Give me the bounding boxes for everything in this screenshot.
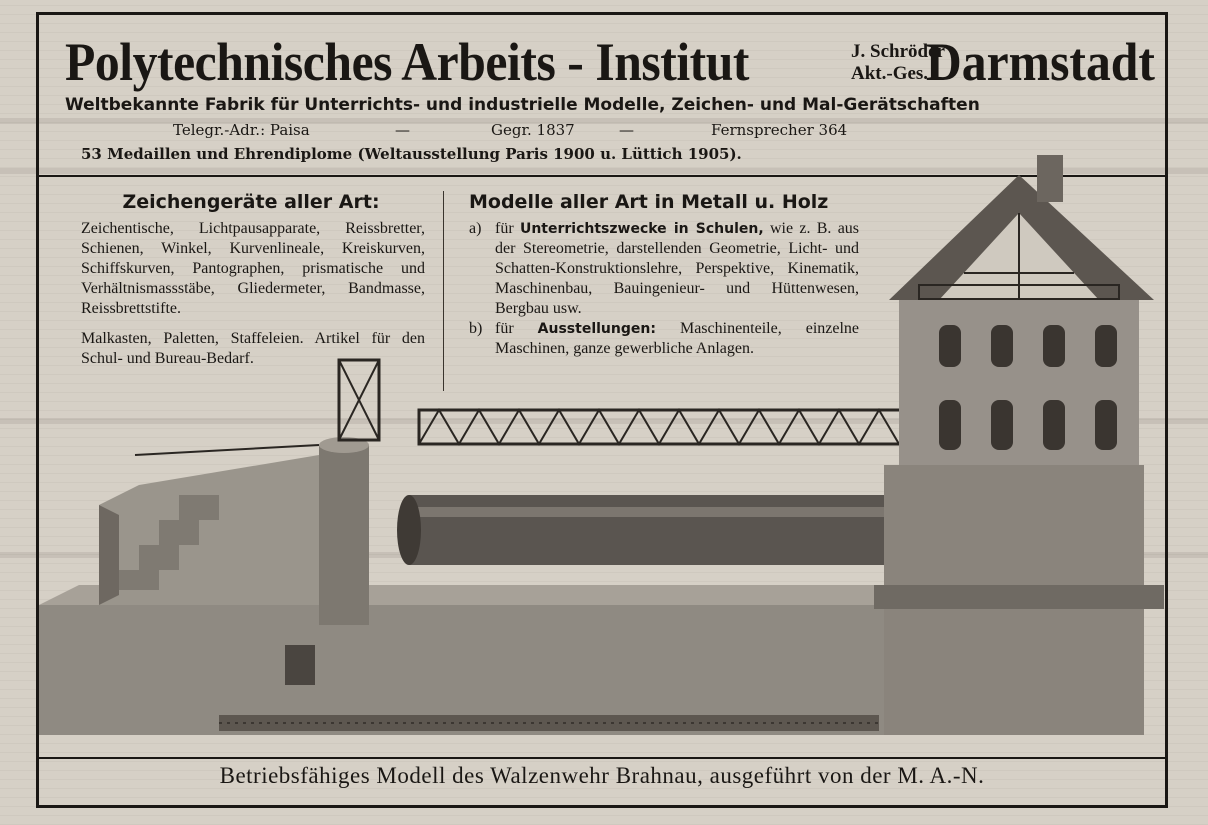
company-line-1: J. Schröder [851,41,945,62]
weir-roller-drum [409,495,929,565]
advertisement-frame [36,12,1168,808]
paint-supplies-paragraph: Malkasten, Paletten, Staffeleien. Artikel für den Schul- und Bureau-Bedarf. [81,330,425,367]
chimney [1037,155,1063,202]
step [119,570,159,590]
city-name: Darmstadt [925,32,1155,92]
window [1043,400,1065,450]
window [1095,325,1117,367]
list-emphasis: Ausstellungen: [537,321,656,337]
drum-end [397,495,421,565]
right-heading: Modelle aller Art in Metall u. Holz [469,191,829,213]
step [139,545,179,570]
window [939,400,961,450]
list-marker: a) [469,220,482,237]
header-section [39,15,1165,177]
company-line-2: Akt.-Ges. [851,63,929,84]
window [939,325,961,367]
window [991,400,1013,450]
step-shadow [99,505,119,605]
separator-dash: — [619,121,634,139]
separator-dash: — [395,121,410,139]
left-railing [135,445,319,455]
list-lead: für [495,220,514,237]
weir-model-illustration [39,155,1165,755]
list-rest: Maschinenteile, einzelne Maschinen, ganze gewerbliche Anlagen. [495,320,860,357]
pier-ledge [874,585,1164,609]
phone-number: Fernsprecher 364 [711,121,848,139]
founded-year: Gegr. 1837 [491,121,575,139]
left-heading: Zeichengeräte aller Art: [122,191,380,213]
left-tower [319,445,369,625]
window [1095,400,1117,450]
factory-subtitle: Weltbekannte Fabrik für Unterrichts- und industrielle Modelle, Zeichen- und Mal-Gerätschaften [65,95,980,115]
list-emphasis: Unterrichtszwecke in Schulen, [519,221,764,237]
truss-lattice [419,410,899,444]
list-marker: b) [469,320,483,337]
medals-line: 53 Medaillen und Ehrendiplome (Weltausstellung Paris 1900 u. Lüttich 1905). [81,145,742,163]
drawing-tools-paragraph: Zeichentische, Lichtpausapparate, Reissbretter, Schienen, Winkel, Kurvenlineale, Kreiskurven, Schiffskurven, Pantographen, prismatische und Verhältnismassstäbe, Gliedermeter, Bandmasse, Reissbrettstifte. [81,220,425,317]
drum-highlight [409,507,929,517]
illustration-caption: Betriebsfähiges Modell des Walzenwehr Brahnau, ausgeführt von der M. A.-N. [219,763,985,788]
list-rest: wie z. B. aus der Stereometrie, darstellenden Geometrie, Licht- und Schatten-Konstruktionslehre, Perspektive, Kinematik, Maschinenbau, Bauingenieur- und Hüttenwesen, Bergbau usw. [495,220,860,317]
step [159,520,199,545]
list-lead: für [495,320,514,337]
title-row [65,31,1155,101]
window [991,325,1013,367]
window [1043,325,1065,367]
institute-title: Polytechnisches Arbeits - Institut [65,32,750,92]
step [179,495,219,520]
telegram-address: Telegr.-Adr.: Paisa [173,121,310,139]
caption-rule [39,757,1165,759]
tower-door [285,645,315,685]
